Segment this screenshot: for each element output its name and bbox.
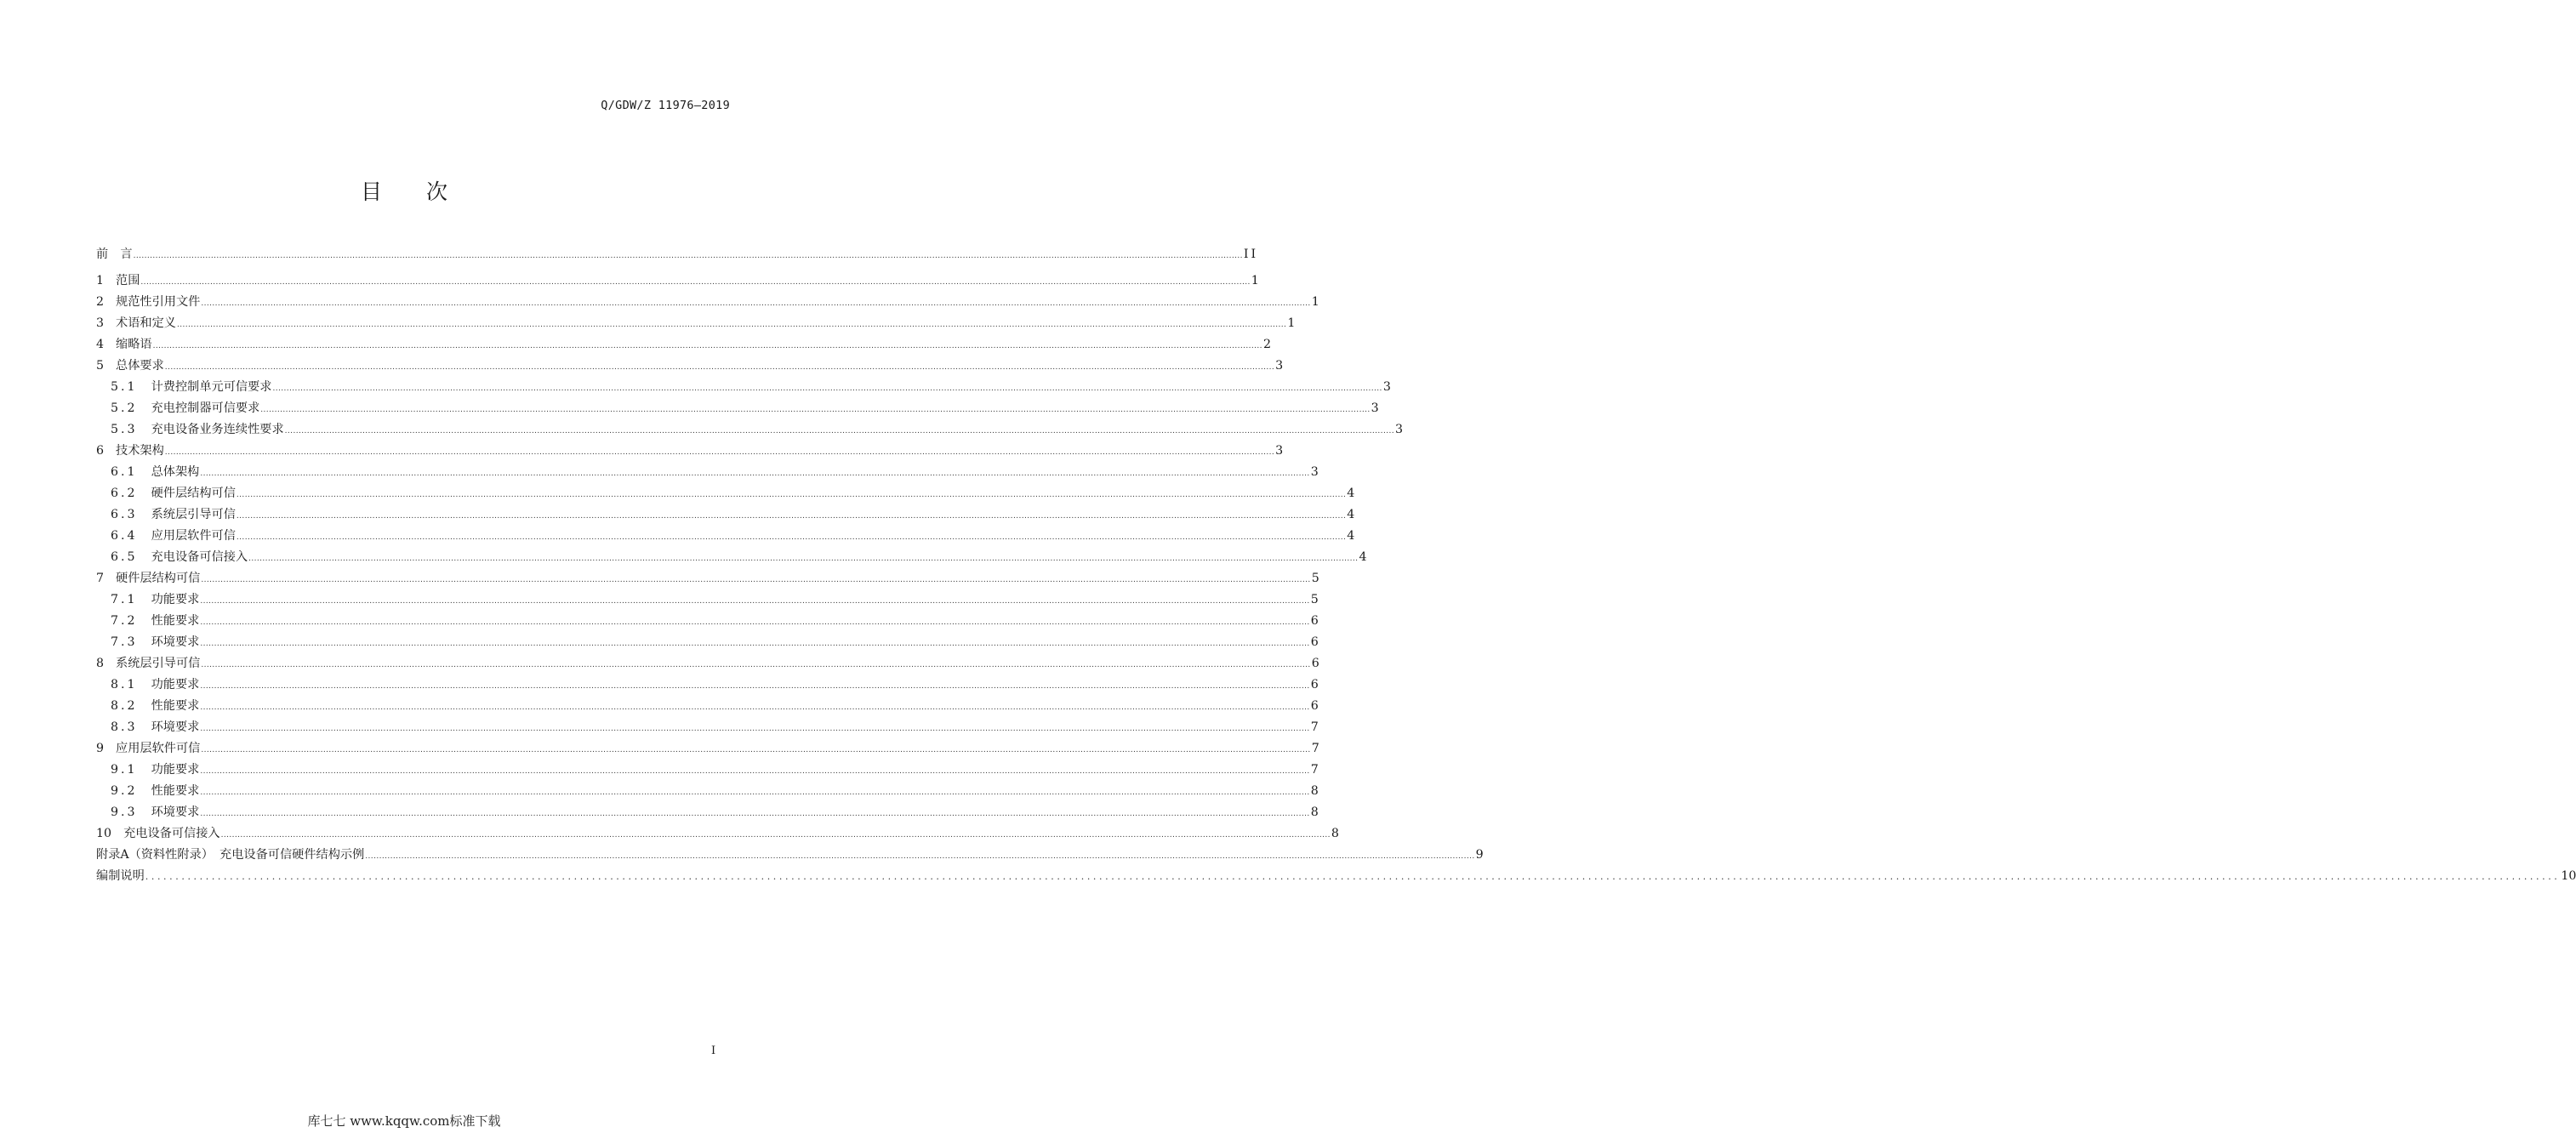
toc-leader-dots: ................................................................................................................................................................................................................................................................................................................................................................................................................	[200, 682, 1310, 691]
toc-entry[interactable]	[96, 377, 1391, 398]
toc-entry-page: 7	[1311, 742, 1319, 755]
title-char-2: 次	[426, 179, 448, 204]
toc-entry-label: 范围	[116, 274, 140, 287]
toc-leader-dots: ................................................................................................................................................................................................................................................................................................................................................................................................................	[164, 448, 1275, 457]
toc-entry-page: 3	[1275, 359, 1284, 373]
toc-entry-label: 环境要求	[151, 720, 200, 734]
toc-leader-dots: ................................................................................................................................................................................................................................................................................................................................................................................................................	[201, 661, 1311, 669]
toc-entry-number: 5.1	[111, 380, 138, 394]
toc-entry-label: 性能要求	[151, 614, 200, 628]
toc-entry-number: 4	[96, 338, 105, 351]
toc-leader-dots: ................................................................................................................................................................................................................................................................................................................................................................................................................	[365, 852, 1475, 861]
toc-entry[interactable]	[96, 504, 1355, 526]
toc-entry[interactable]	[96, 589, 1319, 611]
page-number: I	[711, 1044, 716, 1057]
toc-entry-label: 硬件层结构可信	[116, 572, 201, 585]
toc-leader-dots: ................................................................................................................................................................................................................................................................................................................................................................................................................	[140, 278, 1251, 287]
toc-entry-page: II	[1243, 248, 1259, 261]
table-of-contents	[96, 244, 2576, 887]
toc-entry-label: 应用层软件可信	[151, 529, 236, 543]
toc-entry-number: 8.3	[111, 720, 138, 734]
toc-entry-number: 6.3	[111, 508, 138, 521]
toc-leader-dots: ................................................................................................................................................................................................................................................................................................................................................................................................................	[200, 810, 1310, 818]
toc-leader-dots: ................................................................................................................................................................................................................................................................................................................................................................................................................	[201, 746, 1311, 754]
toc-entry-label: 技术架构	[116, 444, 164, 458]
toc-leader-dots: ................................................................................................................................................................................................................................................................................................................................................................................................................	[236, 512, 1347, 521]
toc-entry-label: 环境要求	[151, 635, 200, 649]
toc-leader-dots: ................................................................................................................................................................................................................................................................................................................................................................................................................	[284, 427, 1394, 435]
toc-leader-dots: ................................................................................................................................................................................................................................................................................................................................................................................................................	[200, 703, 1310, 712]
toc-entry[interactable]	[96, 866, 2576, 887]
toc-entry-page: 3	[1310, 465, 1319, 479]
toc-entry[interactable]	[96, 547, 1367, 568]
toc-entry-number: 5.3	[111, 423, 138, 436]
toc-entry-label: 系统层引导可信	[151, 508, 236, 521]
toc-entry-label: 环境要求	[151, 805, 200, 819]
toc-entry-number: 6.5	[111, 550, 138, 564]
toc-entry-page: 3	[1371, 401, 1379, 415]
toc-leader-dots: ................................................................................................................................................................................................................................................................................................................................................................................................................	[176, 321, 1287, 329]
toc-entry-number: 5	[96, 359, 105, 373]
toc-entry-number: 1	[96, 274, 105, 287]
toc-entry-number: 7	[96, 572, 105, 585]
toc-leader-dots: ................................................................................................................................................................................................................................................................................................................................................................................................................	[201, 299, 1311, 308]
toc-leader-dots: ................................................................................................................................................................................................................................................................................................................................................................................................................	[200, 470, 1310, 478]
toc-entry[interactable]	[96, 292, 1319, 313]
toc-entry-number: 6.1	[111, 465, 138, 479]
toc-leader-dots: ................................................................................................................................................................................................................................................................................................................................................................................................................	[260, 406, 1371, 414]
toc-entry[interactable]	[96, 696, 1319, 717]
toc-entry-page: 7	[1310, 720, 1319, 734]
toc-entry-label: 附录A（资料性附录） 充电设备可信硬件结构示例	[96, 848, 365, 862]
toc-leader-dots: ................................................................................................................................................................................................................................................................................................................................................................................................................	[201, 576, 1311, 584]
toc-entry-number: 6.2	[111, 487, 138, 500]
toc-entry-label: 应用层软件可信	[116, 742, 201, 755]
toc-entry[interactable]	[96, 717, 1319, 738]
toc-entry-number: 5.2	[111, 401, 138, 415]
toc-leader-dots: ................................................................................................................................................................................................................................................................................................................................................................................................................	[164, 363, 1275, 372]
toc-leader-dots: ................................................................................................................................................................................................................................................................................................................................................................................................................	[248, 555, 1359, 563]
document-code: Q/GDW/Z 11976—2019	[601, 99, 730, 112]
toc-entry[interactable]	[96, 674, 1319, 696]
toc-leader-dots: ................................................................................................................................................................................................................................................................................................................................................................................................................	[220, 831, 1331, 840]
toc-entry-page: 5	[1311, 572, 1319, 585]
toc-leader-dots: ................................................................................................................................................................................................................................................................................................................................................................................................................	[236, 491, 1347, 499]
toc-entry-page: 3	[1275, 444, 1284, 458]
toc-entry-page: 4	[1347, 508, 1355, 521]
toc-leader-dots: ................................................................................................................................................................................................................................................................................................................................................................................................................	[200, 725, 1310, 733]
toc-entry-page: 6	[1310, 635, 1319, 649]
toc-entry-page: 5	[1310, 593, 1319, 606]
toc-entry[interactable]	[96, 483, 1355, 504]
toc-entry-label: 术语和定义	[116, 316, 176, 330]
toc-entry-label: 充电设备业务连续性要求	[151, 423, 284, 436]
toc-entry[interactable]	[96, 244, 1259, 270]
toc-entry-page: 2	[1262, 338, 1271, 351]
toc-leader-dots: ................................................................................................................................................................................................................................................................................................................................................................................................................	[200, 788, 1310, 797]
toc-entry-number: 9.1	[111, 763, 138, 777]
toc-leader-dots: ................................................................................................................................................................................................................................................................................................................................................................................................................	[200, 618, 1310, 627]
toc-entry-label: 缩略语	[116, 338, 152, 351]
toc-entry-label: 编制说明	[96, 869, 145, 883]
toc-entry[interactable]	[96, 441, 1284, 462]
toc-entry-number: 7.3	[111, 635, 138, 649]
toc-entry[interactable]	[96, 313, 1296, 334]
toc-entry-label: 充电设备可信接入	[151, 550, 248, 564]
toc-entry-label: 总体要求	[116, 359, 164, 373]
page-title	[0, 175, 808, 206]
toc-entry-label: 规范性引用文件	[116, 295, 201, 309]
toc-entry-page: 6	[1310, 614, 1319, 628]
toc-entry[interactable]	[96, 760, 1319, 781]
toc-leader-dots: ................................................................................................................................................................................................................................................................................................................................................................................................................	[200, 597, 1310, 606]
toc-entry-label: 功能要求	[151, 763, 200, 777]
toc-entry[interactable]	[96, 802, 1319, 823]
toc-entry-label: 充电设备可信接入	[123, 827, 220, 840]
toc-entry-number: 9.2	[111, 784, 138, 798]
toc-entry-page: 4	[1347, 487, 1355, 500]
toc-entry[interactable]	[96, 823, 1339, 845]
toc-entry-page: 9	[1475, 848, 1484, 862]
toc-entry[interactable]	[96, 611, 1319, 632]
toc-entry-page: 8	[1310, 784, 1319, 798]
toc-entry-page: 6	[1310, 678, 1319, 692]
toc-entry-page: 6	[1310, 699, 1319, 713]
toc-entry-label: 充电控制器可信要求	[151, 401, 260, 415]
toc-entry-label: 系统层引导可信	[116, 657, 201, 670]
toc-entry-page: 6	[1311, 657, 1319, 670]
toc-entry-page: 3	[1395, 423, 1404, 436]
toc-entry-label: 硬件层结构可信	[151, 487, 236, 500]
toc-entry-page: 10	[2561, 869, 2576, 883]
toc-entry-label: 性能要求	[151, 784, 200, 798]
toc-entry-number: 8	[96, 657, 105, 670]
toc-leader-dots: ................................................................................................................................................................................................................................................................................................................................................................................................................	[200, 767, 1310, 776]
toc-entry[interactable]	[96, 462, 1319, 483]
toc-entry-number: 3	[96, 316, 105, 330]
toc-entry-number: 9.3	[111, 805, 138, 819]
toc-leader-dots: ................................................................................................................................................................................................................................................................................................................................................................................................................	[133, 252, 1243, 260]
toc-entry-number: 8.2	[111, 699, 138, 713]
toc-entry-page: 7	[1310, 763, 1319, 777]
toc-entry-number: 7.1	[111, 593, 138, 606]
toc-entry[interactable]	[96, 738, 1319, 760]
toc-entry[interactable]	[96, 356, 1284, 377]
toc-entry[interactable]	[96, 270, 1259, 292]
toc-entry-label: 功能要求	[151, 593, 200, 606]
toc-entry-number: 9	[96, 742, 105, 755]
toc-leader-dots: ................................................................................................................................................................................................................................................................................................................................................................................................................	[145, 871, 2561, 882]
toc-entry-label: 性能要求	[151, 699, 200, 713]
toc-entry-label: 功能要求	[151, 678, 200, 692]
toc-entry-label: 总体架构	[151, 465, 200, 479]
toc-entry[interactable]	[96, 419, 1404, 441]
toc-entry-label: 前 言	[96, 248, 133, 261]
toc-entry-number: 8.1	[111, 678, 138, 692]
toc-entry[interactable]	[96, 334, 1271, 356]
toc-entry[interactable]	[96, 653, 1319, 674]
toc-entry-number: 10	[96, 827, 112, 840]
toc-entry-page: 4	[1359, 550, 1367, 564]
toc-entry[interactable]	[96, 781, 1319, 802]
footer-watermark-text: 库七七 www.kqqw.com标准下载	[307, 1113, 501, 1129]
toc-entry[interactable]	[96, 526, 1355, 547]
toc-entry-page: 1	[1287, 316, 1296, 330]
toc-entry-page: 1	[1311, 295, 1319, 309]
toc-entry-label: 计费控制单元可信要求	[151, 380, 272, 394]
toc-entry[interactable]	[96, 398, 1379, 419]
toc-entry-number: 2	[96, 295, 105, 309]
toc-entry-number: 6.4	[111, 529, 138, 543]
toc-entry-page: 8	[1310, 805, 1319, 819]
toc-entry-page: 4	[1347, 529, 1355, 543]
toc-entry-page: 3	[1382, 380, 1391, 394]
toc-entry-number: 6	[96, 444, 105, 458]
toc-entry-page: 1	[1251, 274, 1259, 287]
toc-entry[interactable]	[96, 845, 1484, 866]
toc-entry[interactable]	[96, 632, 1319, 653]
title-char-1: 目	[360, 179, 382, 204]
toc-entry[interactable]	[96, 568, 1319, 589]
toc-leader-dots: ................................................................................................................................................................................................................................................................................................................................................................................................................	[236, 533, 1347, 542]
toc-entry-number: 7.2	[111, 614, 138, 628]
toc-leader-dots: ................................................................................................................................................................................................................................................................................................................................................................................................................	[200, 640, 1310, 648]
toc-leader-dots: ................................................................................................................................................................................................................................................................................................................................................................................................................	[272, 384, 1382, 393]
toc-entry-page: 8	[1331, 827, 1339, 840]
toc-leader-dots: ................................................................................................................................................................................................................................................................................................................................................................................................................	[152, 342, 1262, 350]
